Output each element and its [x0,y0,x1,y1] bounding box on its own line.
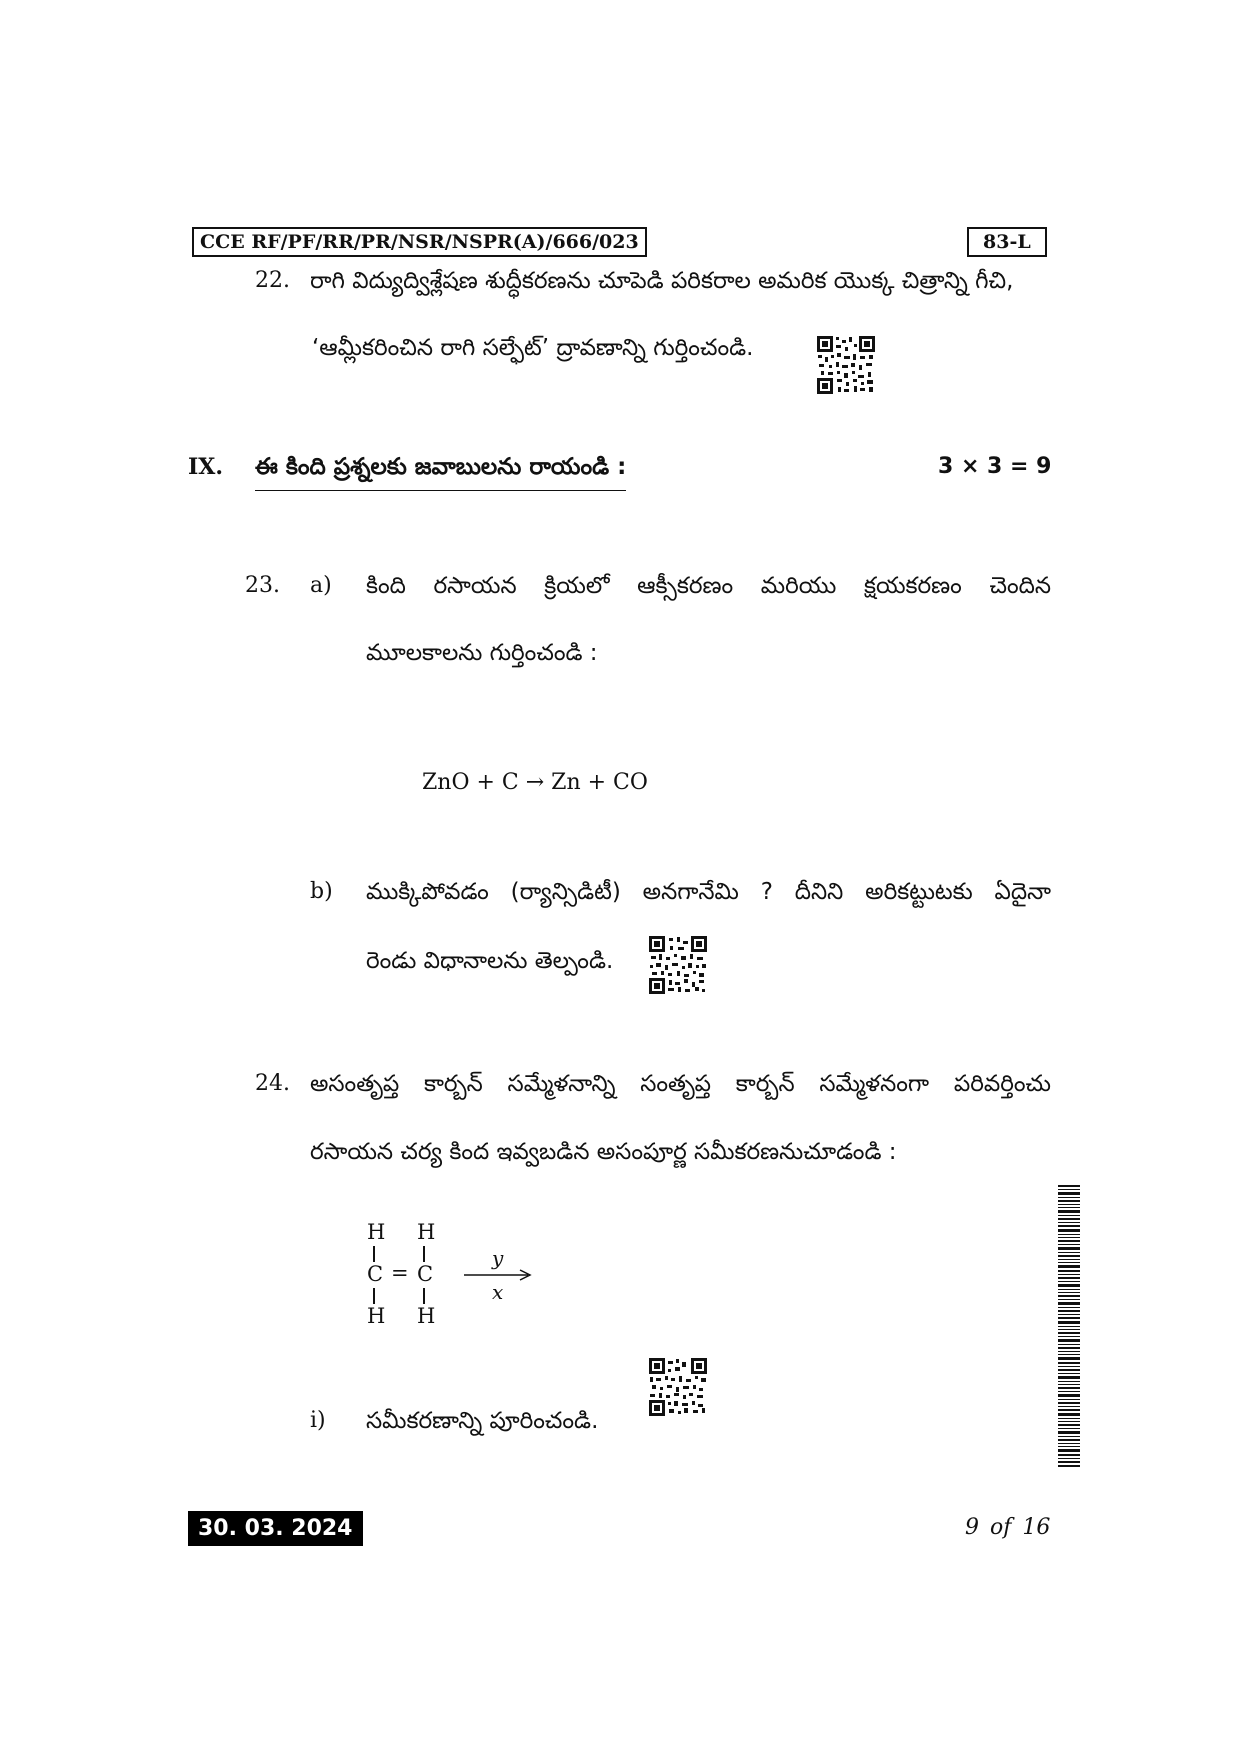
chemical-equation: ZnO + C → Zn + CO [422,770,648,795]
bond-line [373,1288,375,1304]
ethene-structure [360,1220,560,1340]
q23-b-line2: రెండు విధానాలను తెల్పండి. [366,948,614,974]
section-instruction: ఈ కింది ప్రశ్నలకు జవాబులను రాయండి : [255,452,626,491]
atom-h: H [367,1220,386,1244]
atom-c: C [367,1262,384,1286]
q23-b-line1: ముక్కిపోవడం (ర్యాన్సిడిటీ) అనగానేమి ? దీనిని అరికట్టుటకు ఏదైనా [366,879,1051,905]
bond-line [423,1288,425,1304]
atom-h: H [417,1304,436,1328]
q24-part-i-label: i) [310,1408,326,1433]
q22-line1: రాగి విద్యుద్విశ్లేషణ శుద్ధీకరణను చూపెడి పరికరాల అమరిక యొక్క చిత్రాన్ని గీచి, [310,268,1014,294]
q22-line2: ‘ఆమ్లీకరించిన రాగి సల్ఫేట్’ ద్రావణాన్ని గుర్తించండి. [312,335,754,361]
q23-a-line2: మూలకాలను గుర్తించండి : [366,640,598,666]
question-number-23: 23. [245,573,280,598]
question-number-24: 24. [255,1071,290,1096]
q24-line2: రసాయన చర్య కింద ఇవ్వబడిన అసంపూర్ణ సమీకరణనుచూడండి : [310,1139,897,1165]
q23-part-a-label: a) [310,573,332,598]
atom-h: H [367,1304,386,1328]
arrow-label-bottom: x [492,1280,504,1304]
barcode-icon [1058,1185,1080,1467]
paper-code: CCE RF/PF/RR/PR/NSR/NSPR(A)/666/023 [192,227,647,257]
bond-line [373,1246,375,1262]
page-number: 9 of 16 [965,1515,1051,1540]
atom-h: H [417,1220,436,1244]
bond-line [423,1246,425,1262]
double-bond: = [391,1261,409,1285]
q24-i-text: సమీకరణాన్ని పూరించండి. [366,1408,599,1434]
q23-part-b-label: b) [310,879,333,904]
qr-code-icon [648,935,708,995]
question-number-22: 22. [255,268,290,293]
exam-date: 30. 03. 2024 [188,1511,363,1546]
qr-code-icon [816,335,876,395]
q24-line1: అసంతృప్త కార్బన్ సమ్మేళనాన్ని సంతృప్త కార్బన్ సమ్మేళనంగా పరివర్తించు [310,1071,1051,1097]
paper-id: 83-L [967,227,1047,257]
section-marks: 3 × 3 = 9 [938,454,1052,479]
q23-a-line1: కింది రసాయన క్రియలో ఆక్సీకరణం మరియు క్షయకరణం చెందిన [366,573,1051,599]
atom-c: C [417,1262,434,1286]
section-number: IX. [188,454,224,480]
qr-code-icon [648,1357,708,1417]
arrow-label-top: y [492,1246,504,1270]
